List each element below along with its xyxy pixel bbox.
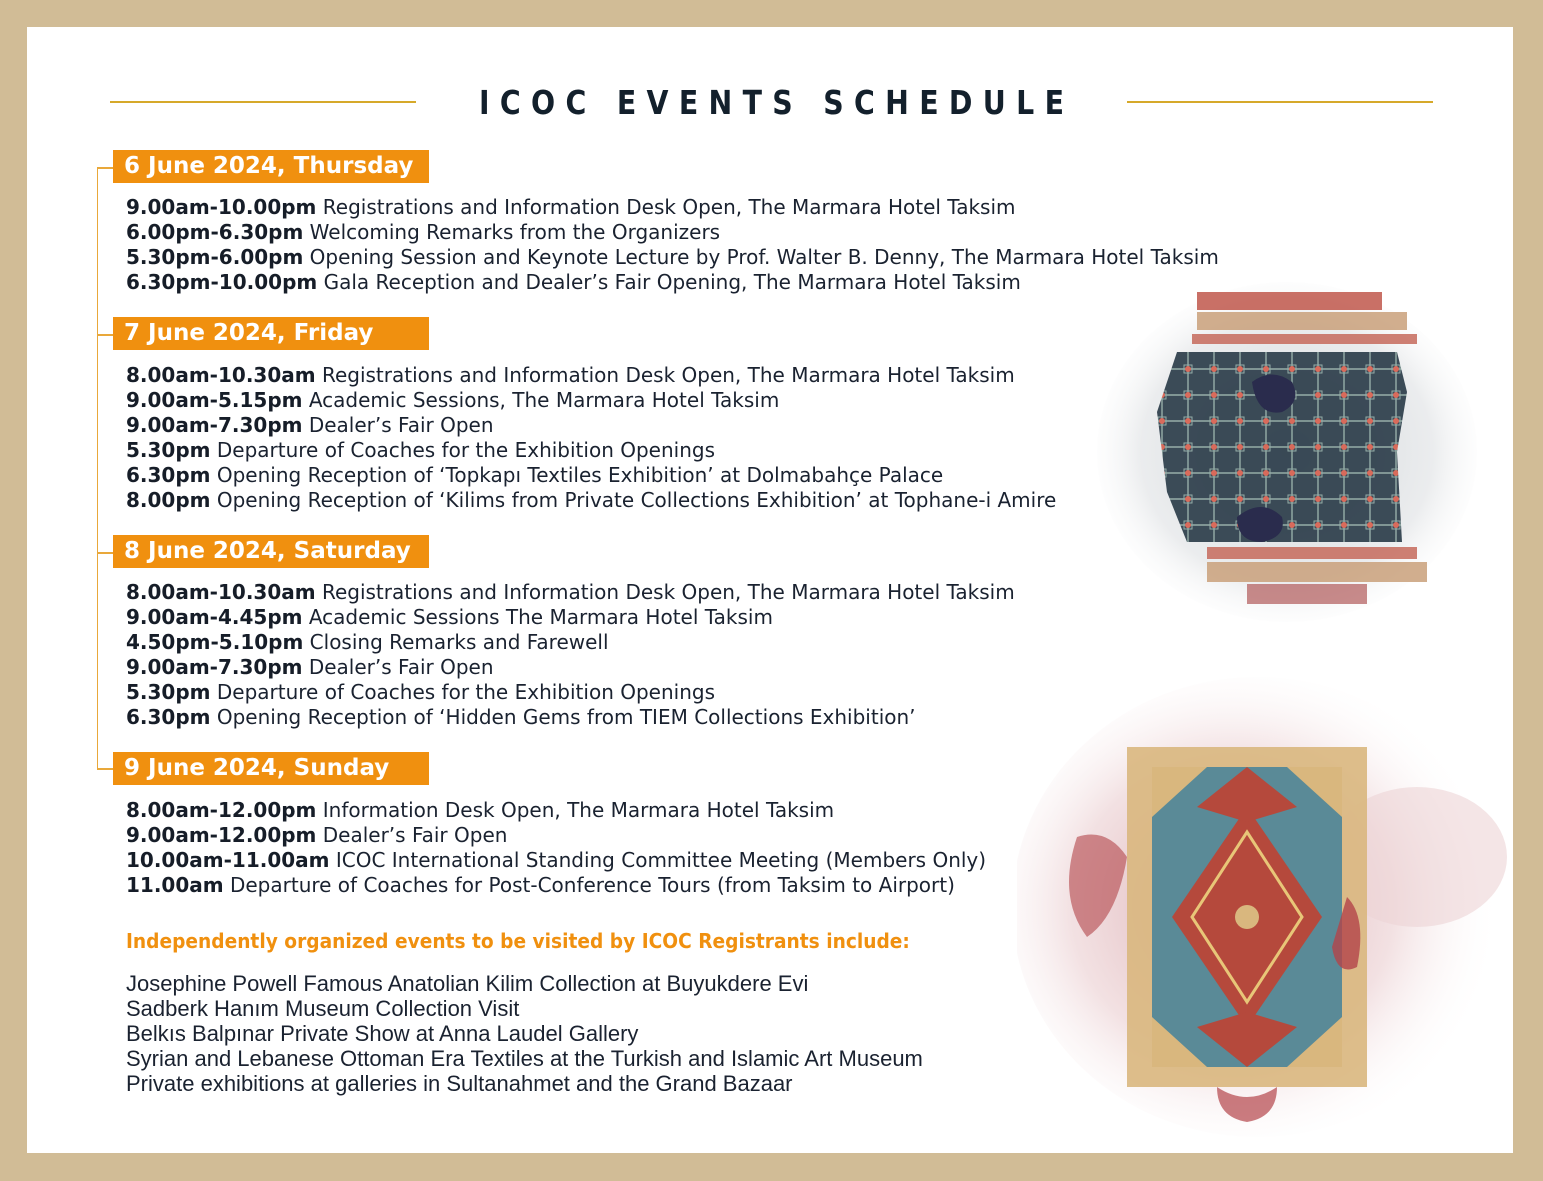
event-description: Registrations and Information Desk Open, The Marmara Hotel Taksim: [315, 363, 1015, 387]
independent-events-heading: Independently organized events to be visited by ICOC Registrants include:: [126, 929, 910, 953]
event-description: Departure of Coaches for Post-Conference Tours (from Taksim to Airport): [223, 873, 955, 897]
event-item: [126, 823, 986, 848]
event-time: 9.00am-7.30pm: [126, 655, 303, 679]
event-description: Information Desk Open, The Marmara Hotel Taksim: [316, 798, 835, 822]
event-list: [126, 195, 1219, 295]
event-item: [126, 195, 1219, 220]
event-description: Departure of Coaches for the Exhibition Openings: [210, 438, 715, 462]
timeline-tick: [97, 552, 113, 554]
event-description: Dealer’s Fair Open: [302, 413, 494, 437]
event-item: [126, 873, 986, 898]
event-item: [126, 245, 1219, 270]
independent-event-item: Syrian and Lebanese Ottoman Era Textiles at the Turkish and Islamic Art Museum: [126, 1046, 923, 1071]
event-description: Academic Sessions The Marmara Hotel Taksim: [302, 605, 773, 629]
event-item: [126, 630, 1015, 655]
event-item: [126, 463, 1056, 488]
event-description: Registrations and Information Desk Open, The Marmara Hotel Taksim: [315, 580, 1015, 604]
event-item: [126, 798, 986, 823]
event-list: [126, 363, 1056, 513]
event-time: 9.00am-10.00pm: [126, 195, 317, 219]
independent-event-item: Sadberk Hanım Museum Collection Visit: [126, 996, 520, 1021]
event-description: ICOC International Standing Committee Meeting (Members Only): [329, 848, 987, 872]
event-time: 4.50pm-5.10pm: [126, 630, 304, 654]
timeline-bracket: [97, 167, 113, 769]
independent-event-item: Belkıs Balpınar Private Show at Anna Laudel Gallery: [126, 1021, 639, 1046]
event-description: Gala Reception and Dealer’s Fair Opening, The Marmara Hotel Taksim: [317, 270, 1021, 294]
day-header: 8 June 2024, Saturday: [113, 535, 429, 568]
title-block: [110, 85, 1433, 121]
event-item: [126, 388, 1056, 413]
event-list: [126, 798, 986, 898]
event-time: 6.00pm-6.30pm: [126, 220, 304, 244]
event-description: Closing Remarks and Farewell: [303, 630, 609, 654]
independent-event-item: Private exhibitions at galleries in Sultanahmet and the Grand Bazaar: [126, 1071, 793, 1096]
event-description: Opening Reception of ‘Topkapı Textiles Exhibition’ at Dolmabahçe Palace: [210, 463, 944, 487]
event-time: 10.00am-11.00am: [126, 848, 330, 872]
event-time: 6.30pm: [126, 705, 211, 729]
event-item: [126, 438, 1056, 463]
event-time: 8.00am-10.30am: [126, 363, 316, 387]
event-time: 9.00am-7.30pm: [126, 413, 303, 437]
timeline-tick: [97, 334, 113, 336]
event-description: Welcoming Remarks from the Organizers: [303, 220, 721, 244]
event-item: [126, 413, 1056, 438]
event-description: Opening Reception of ‘Hidden Gems from TIEM Collections Exhibition’: [210, 705, 916, 729]
schedule-card: [27, 27, 1513, 1153]
event-time: 5.30pm-6.00pm: [126, 245, 304, 269]
event-description: Opening Reception of ‘Kilims from Private Collections Exhibition’ at Tophane-i Amire: [210, 488, 1057, 512]
title-rule-right: [1127, 101, 1433, 103]
event-item: [126, 680, 1015, 705]
event-description: Dealer’s Fair Open: [316, 823, 508, 847]
event-item: [126, 270, 1219, 295]
event-list: [126, 580, 1015, 730]
rug-image-top: [1097, 252, 1477, 642]
event-item: [126, 848, 986, 873]
event-description: Departure of Coaches for the Exhibition Openings: [210, 680, 715, 704]
event-description: Academic Sessions, The Marmara Hotel Taksim: [302, 388, 780, 412]
timeline-tick: [97, 167, 113, 169]
event-time: 6.30pm: [126, 463, 211, 487]
event-time: 8.00pm: [126, 488, 211, 512]
day-header: 9 June 2024, Sunday: [113, 752, 429, 785]
event-item: [126, 705, 1015, 730]
event-item: [126, 605, 1015, 630]
event-time: 8.00am-10.30am: [126, 580, 316, 604]
event-time: 6.30pm-10.00pm: [126, 270, 318, 294]
event-time: 9.00am-5.15pm: [126, 388, 303, 412]
event-item: [126, 363, 1056, 388]
rug-image-bottom: [1017, 657, 1512, 1152]
event-time: 5.30pm: [126, 438, 211, 462]
event-description: Dealer’s Fair Open: [302, 655, 494, 679]
event-item: [126, 580, 1015, 605]
independent-events-list: [126, 971, 923, 1096]
day-header: 6 June 2024, Thursday: [113, 150, 429, 183]
event-item: [126, 220, 1219, 245]
day-header: 7 June 2024, Friday: [113, 317, 429, 350]
timeline-tick: [97, 768, 113, 770]
event-time: 5.30pm: [126, 680, 211, 704]
independent-event-item: Josephine Powell Famous Anatolian Kilim Collection at Buyukdere Evi: [126, 971, 809, 996]
event-time: 9.00am-12.00pm: [126, 823, 317, 847]
page-title: ICOC EVENTS SCHEDULE: [479, 83, 1075, 122]
event-item: [126, 488, 1056, 513]
event-description: Opening Session and Keynote Lecture by Prof. Walter B. Denny, The Marmara Hotel Taksim: [303, 245, 1219, 269]
event-item: [126, 655, 1015, 680]
event-time: 9.00am-4.45pm: [126, 605, 303, 629]
event-description: Registrations and Information Desk Open, The Marmara Hotel Taksim: [316, 195, 1016, 219]
event-time: 11.00am: [126, 873, 224, 897]
event-time: 8.00am-12.00pm: [126, 798, 317, 822]
